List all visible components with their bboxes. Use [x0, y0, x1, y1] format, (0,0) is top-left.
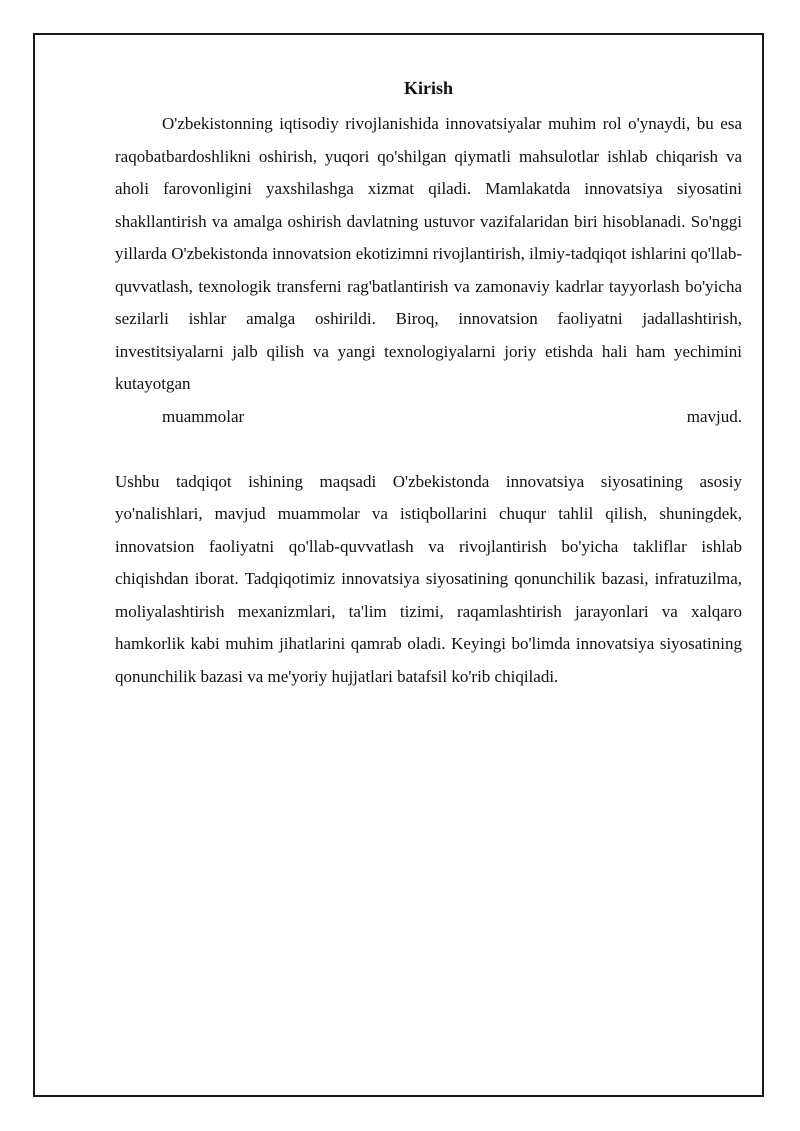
paragraph-spacer [115, 433, 742, 466]
paragraph-intro-text: O'zbekistonning iqtisodiy rivojlanishida innovatsiyalar muhim rol o'ynaydi, bu esa raqobatbardoshlikni oshirish, yuqori qo'shilgan qiymatli mahsulotlar ishlab chiqarish va aholi farovonligini yaxshilashga xizmat qiladi. Mamlakatda innovatsiya siyosatini shakllantirish va amalga oshirish davlatning ustuvor vazifalaridan biri hisoblanadi. So'nggi yillarda O'zbekistonda innovatsion ekotizimni rivojlantirish, ilmiy-tadqiqot ishlarini qo'llab-quvvatlash, texnologik transferni rag'batlantirish va zamonaviy kadrlar tayyorlash bo'yicha sezilarli ishlar amalga oshirildi. Biroq, innovatsion faoliyatni jadallashtirish, investitsiyalarni jalb qilish va yangi texnologiyalarni joriy etishda hali ham yechimini kutayotgan [115, 114, 742, 393]
document-title: Kirish [403, 78, 453, 98]
paragraph-intro [115, 108, 742, 433]
paragraph-intro-last-line: muammolar mavjud. [162, 406, 742, 426]
document-body [115, 72, 742, 693]
paragraph-purpose: Ushbu tadqiqot ishining maqsadi O'zbekistonda innovatsiya siyosatining asosiy yo'nalishlari, mavjud muammolar va istiqbollarini chuqur tahlil qilish, shuningdek, innovatsion faoliyatni qo'llab-quvvatlash va rivojlantirish bo'yicha takliflar ishlab chiqishdan iborat. Tadqiqotimiz innovatsiya siyosatining qonunchilik bazasi, infratuzilma, moliyalashtirish mexanizmlari, ta'lim tizimi, raqamlashtirish jarayonlari va xalqaro hamkorlik kabi muhim jihatlarini qamrab oladi. Keyingi bo'limda innovatsiya siyosatining qonunchilik bazasi va me'yoriy hujjatlari batafsil ko'rib chiqiladi. [115, 471, 742, 686]
